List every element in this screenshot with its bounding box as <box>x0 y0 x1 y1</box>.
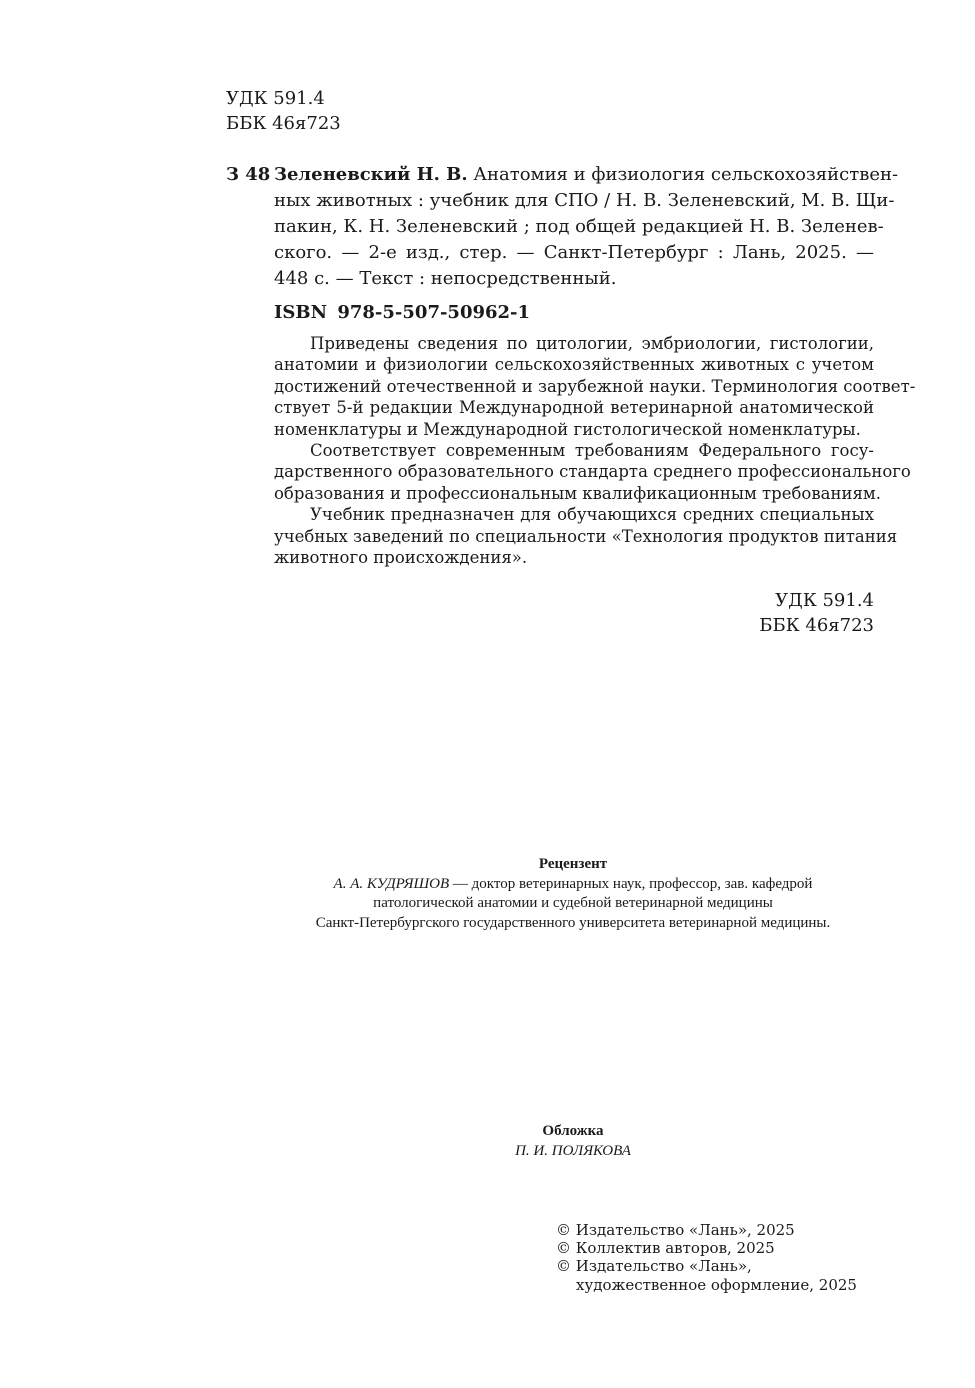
reviewer-line-2: патологической анатомии и судебной ветеринарной медицины <box>373 895 773 911</box>
annotation-p1-line-1: Приведены сведения по цитологии, эмбриологии, гистологии, <box>310 334 874 353</box>
reviewer-line-1 <box>180 875 966 895</box>
annotation-p3-line-1: Учебник предназначен для обучающихся средних специальных <box>310 505 874 525</box>
reviewer-name: А. А. КУДРЯШОВ <box>333 875 450 892</box>
annotation-p1-line-3: достижений отечественной и зарубежной науки. Терминология соответ- <box>274 376 916 396</box>
biblio-title-start: Анатомия и физиология сельскохозяйствен- <box>473 164 899 185</box>
copyright-block <box>556 1221 857 1294</box>
biblio-line-1 <box>274 162 899 188</box>
copyright-line-2: © Коллектив авторов, 2025 <box>556 1239 775 1258</box>
cover-title: Обложка <box>542 1123 604 1139</box>
annotation-p3-line-2: учебных заведений по специальности «Технология продуктов питания <box>274 526 898 546</box>
udk-code-bottom: УДК 591.4 <box>775 590 874 611</box>
biblio-line-5: 448 с. — Текст : непосредственный. <box>274 268 617 289</box>
annotation-p2-line-3: образования и профессиональным квалификационным требованиям. <box>274 483 881 503</box>
bibliographic-record <box>274 162 899 292</box>
biblio-line-3: пакин, К. Н. Зеленевский ; под общей редакцией Н. В. Зеленев- <box>274 216 884 237</box>
reviewer-line-3: Санкт-Петербургского государственного университета ветеринарной медицины. <box>315 914 831 931</box>
classification-codes-top <box>226 86 341 136</box>
annotation-p2-line-2: дарственного образовательного стандарта среднего профессионального <box>274 462 911 482</box>
annotation-p1-line-4: ствует 5-й редакции Международной ветеринарной анатомической <box>274 398 874 418</box>
isbn: ISBN 978-5-507-50962-1 <box>274 302 531 323</box>
annotation-p2-line-1: Соответствует современным требованиям Федерального госу- <box>310 441 874 461</box>
biblio-line-4: ского. — 2-е изд., стер. — Санкт-Петербург : Лань, 2025. — <box>274 242 874 263</box>
cover-designer: П. И. ПОЛЯКОВА <box>515 1142 631 1159</box>
bbk-code: ББК 46я723 <box>226 113 341 134</box>
cover-credit <box>180 1122 966 1161</box>
bbk-code-bottom: ББК 46я723 <box>759 615 874 636</box>
annotation-p1-line-2: анатомии и физиологии сельскохозяйственных животных с учетом <box>274 355 874 375</box>
biblio-line-2: ных животных : учебник для СПО / Н. В. Зеленевский, М. В. Щи- <box>274 190 895 211</box>
annotation-p1-line-5: номенклатуры и Международной гистологической номенклатуры. <box>274 419 861 439</box>
author-name: Зеленевский Н. В. <box>274 164 468 185</box>
classification-codes-bottom <box>759 588 874 638</box>
copyright-line-3: © Издательство «Лань», <box>556 1257 752 1276</box>
copyright-line-4: художественное оформление, 2025 <box>576 1275 857 1294</box>
annotation-p3-line-3: животного происхождения». <box>274 548 528 568</box>
udk-code: УДК 591.4 <box>226 88 325 109</box>
annotation <box>274 333 916 568</box>
reviewer-credentials: — доктор ветеринарных наук, профессор, зав. кафедрой <box>449 875 813 892</box>
author-mark: З 48 <box>226 164 271 185</box>
reviewer-title: Рецензент <box>538 856 608 872</box>
reviewer-block <box>180 855 966 933</box>
copyright-line-1: © Издательство «Лань», 2025 <box>556 1221 795 1239</box>
